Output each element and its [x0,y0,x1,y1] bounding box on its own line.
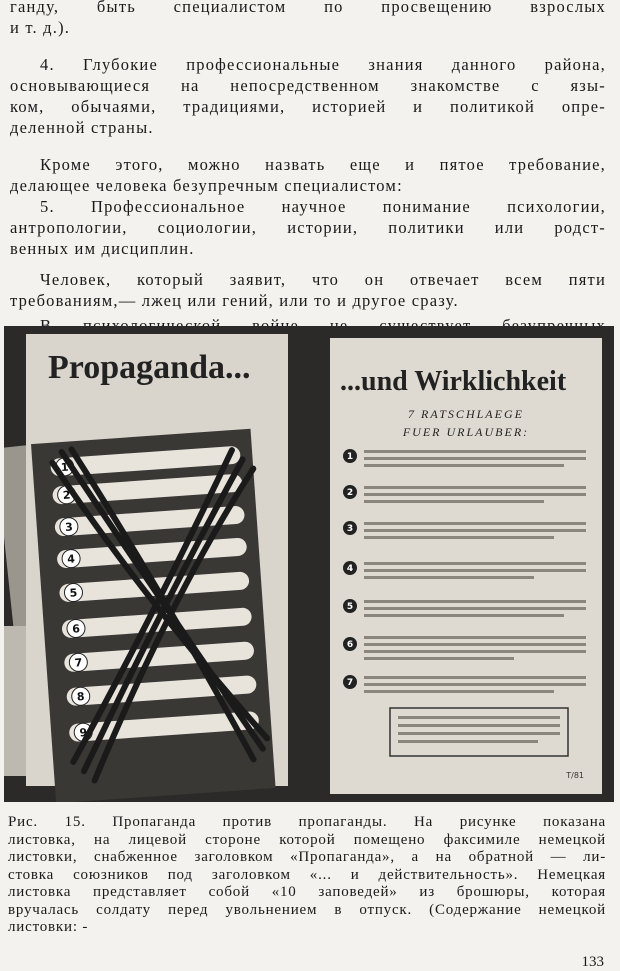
svg-text:6: 6 [71,622,81,636]
svg-text:5: 5 [69,586,78,600]
svg-text:6: 6 [346,640,354,650]
text-line: основывающиеся на непосредственном знакомстве с язы- [10,76,606,95]
right-leaflet-subtitle: FUER URLAUBER: [402,425,530,439]
caption-line: листовки, снабженное заголовком «Пропаганда», а на обратной — ли- [8,849,606,865]
svg-text:5: 5 [346,602,354,612]
svg-text:1: 1 [346,452,354,462]
caption-line: вручалась солдату перед увольнением в отпуск. (Содержание немецкой [8,901,606,918]
leaflet-code: T/81 [566,771,584,780]
caption-line: Рис. 15. Пропаганда против пропаганды. На рисунке показана [8,814,606,830]
text-line: Человек, который заявит, что он отвечает всем пяти [40,270,606,289]
svg-text:7: 7 [74,656,83,670]
svg-text:7: 7 [346,678,354,688]
text-line: деленной страны. [10,118,154,137]
leaflet-illustration [4,326,614,802]
body-text [10,0,606,357]
text-line: требованиям,— лжец или гений, или то и другое сразу. [10,291,459,310]
text-line: венных им дисциплин. [10,239,195,258]
caption-line: листовка представляет собой «10 заповедей» из брошюры, которая [8,884,606,900]
page-number: 133 [581,954,604,970]
text-line: 4. Глубокие профессиональные знания данного района, [40,55,606,74]
text-line: ганду, быть специалистом по просвещению взрослых [10,0,606,16]
text-line: ком, обычаями, традициями, историей и политикой опре- [10,97,606,116]
svg-text:3: 3 [64,520,74,534]
right-leaflet-subtitle: 7 RATSCHLAEGE [408,407,524,421]
figure-caption [8,814,606,937]
text-line: делающее человека безупречным специалистом: [10,176,403,195]
text-line: Кроме этого, можно назвать еще и пятое требование, [40,155,606,174]
svg-text:4: 4 [346,564,354,574]
text-line: и т. д.). [10,18,71,37]
right-leaflet-title: ...und Wirklichkeit [340,366,567,397]
svg-text:3: 3 [346,524,354,534]
svg-text:1: 1 [60,460,69,475]
caption-line: листовки: - [8,919,89,935]
text-line: антропологии, социологии, истории, политики или родст- [10,218,606,237]
text-line: 5. Профессиональное научное понимание психологии, [40,197,606,216]
svg-text:2: 2 [62,488,71,503]
svg-text:2: 2 [346,488,354,498]
left-leaflet-title: Propaganda... [48,349,251,386]
caption-line: листовка, на лицевой стороне которой помещено факсимиле немецкой [8,831,606,848]
svg-text:8: 8 [76,690,86,704]
svg-text:4: 4 [66,552,76,566]
svg-text:9: 9 [78,725,88,740]
propaganda-leaflet-photo [4,326,614,802]
caption-line: стовка союзников под заголовком «... и действительность». Немецкая [8,866,606,883]
commandments-board [31,429,276,802]
